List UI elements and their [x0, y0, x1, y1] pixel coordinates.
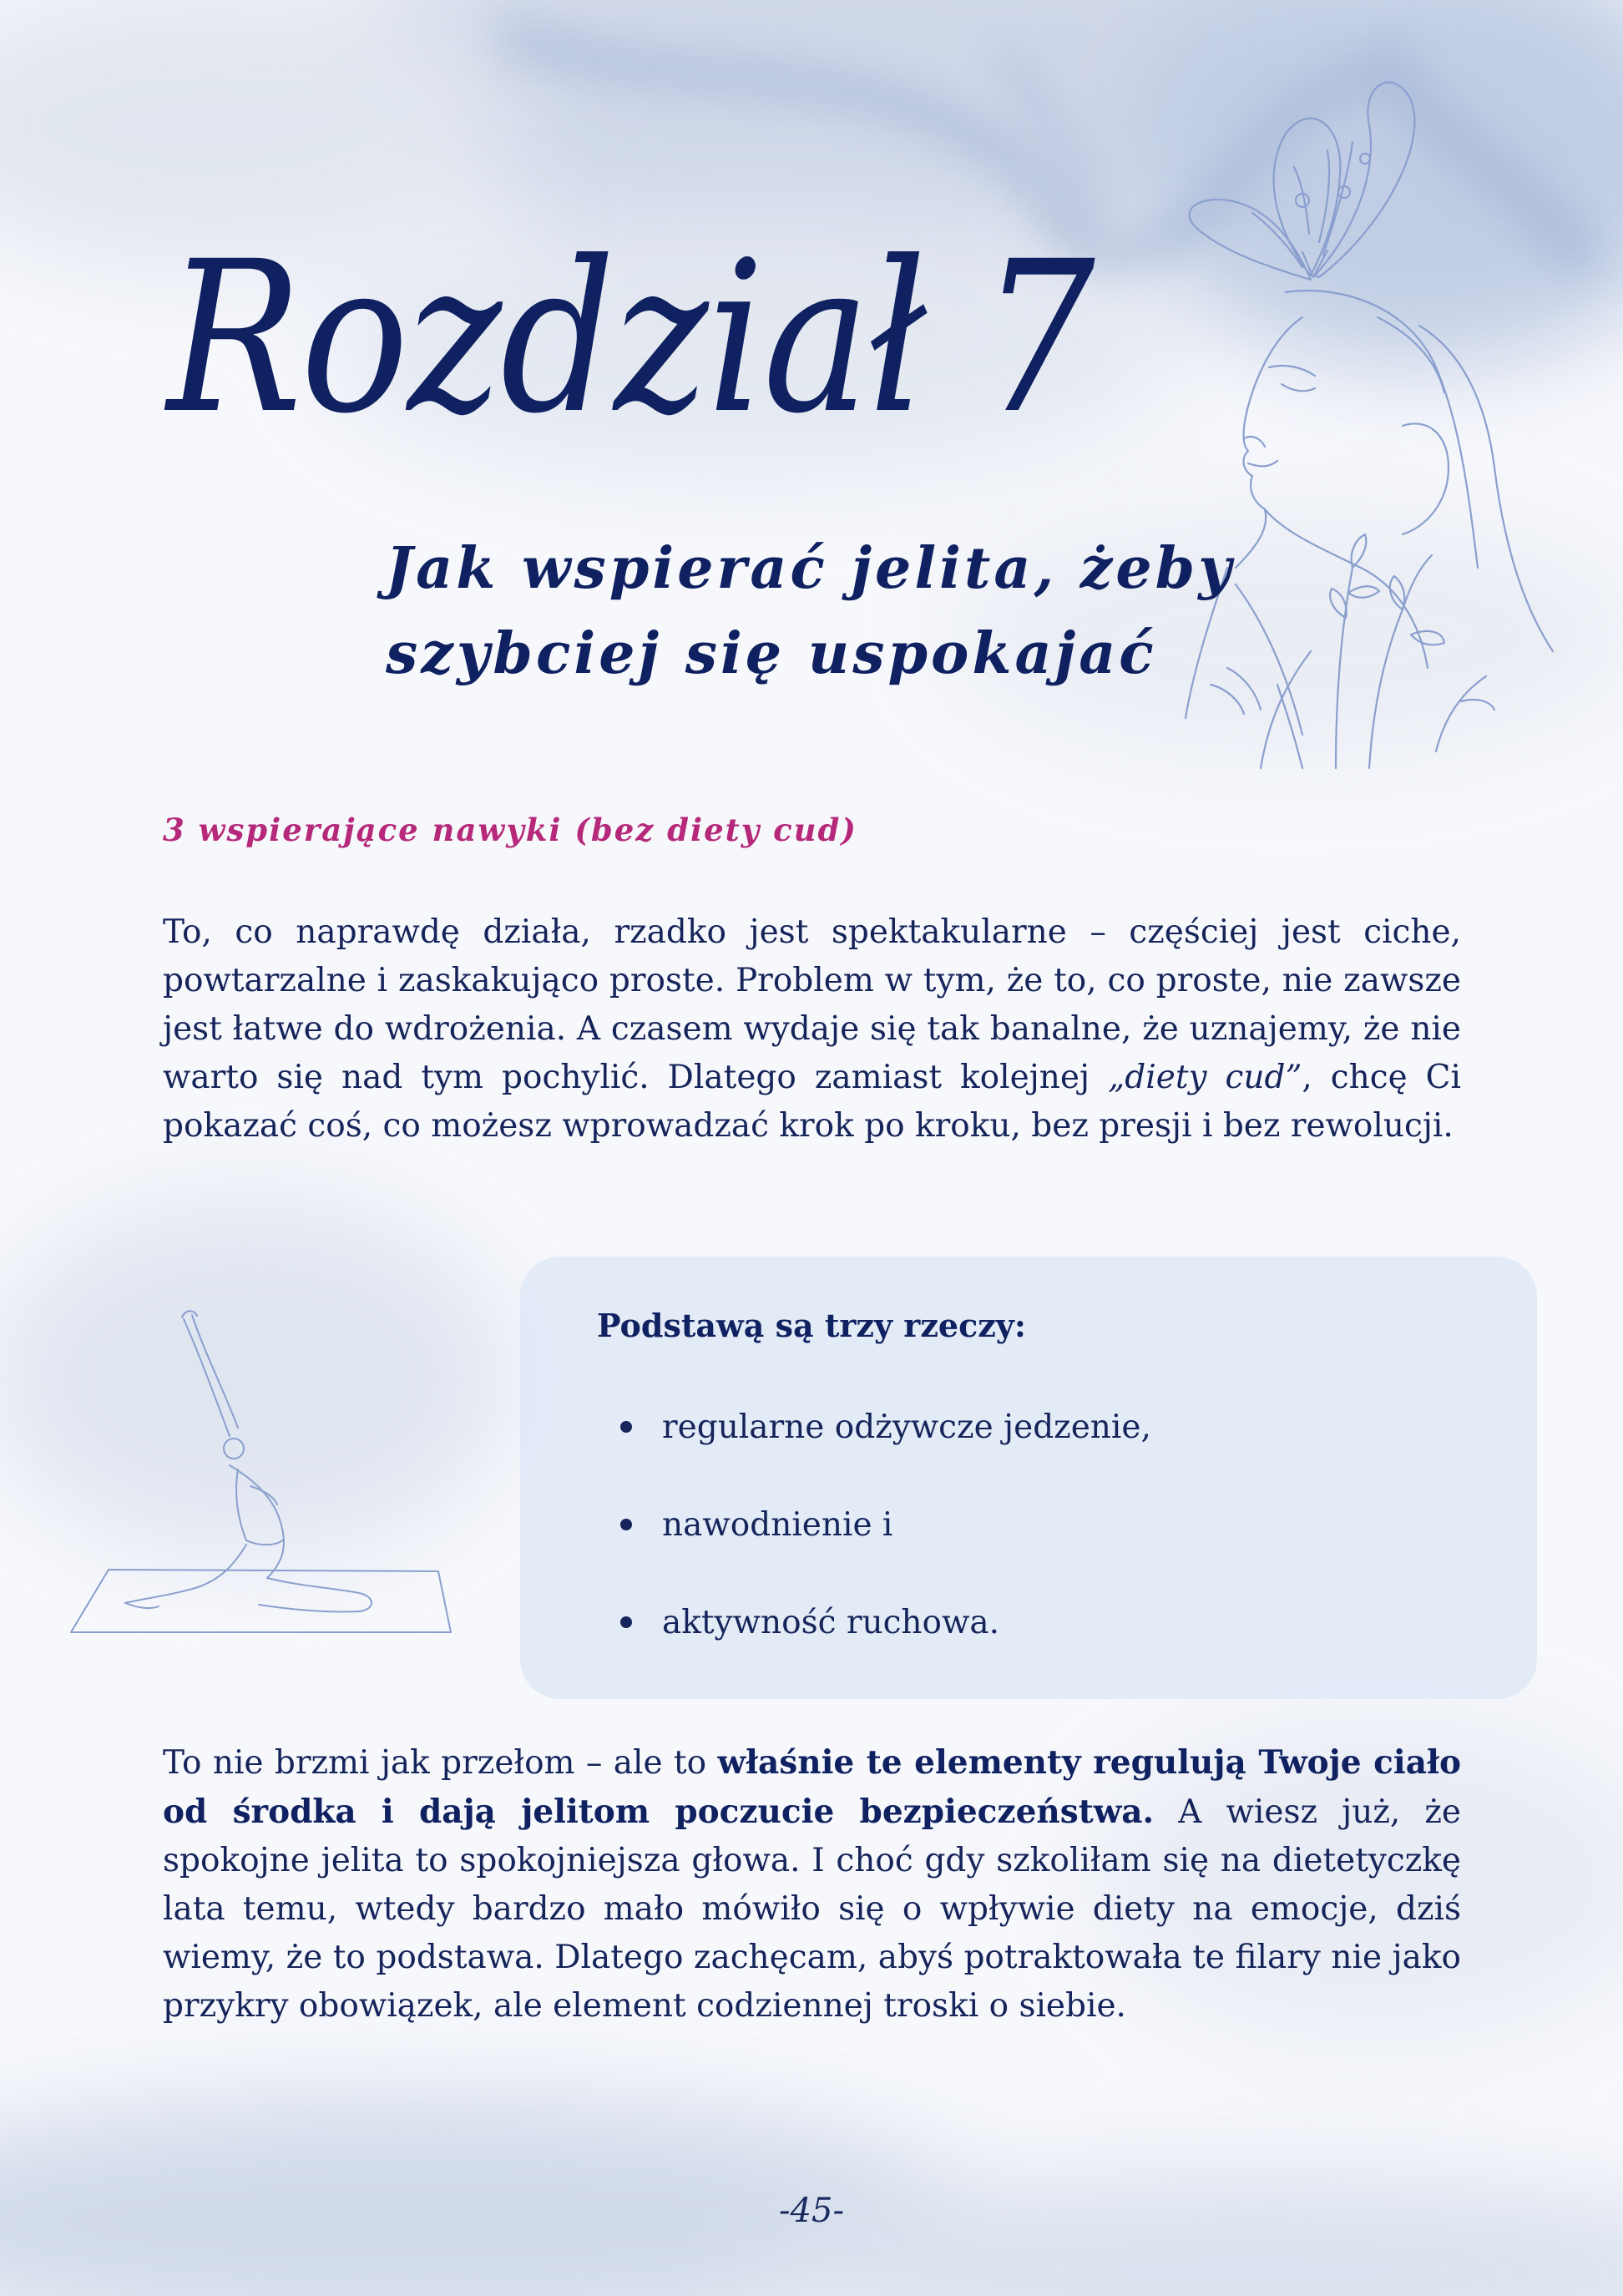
yoga-pose-line-art	[58, 1277, 493, 1653]
list-item-text: nawodnienie i	[662, 1506, 893, 1544]
list-item	[620, 1488, 1151, 1585]
closing-paragraph	[163, 1738, 1461, 2030]
bullet-icon	[620, 1421, 632, 1433]
list-item	[620, 1390, 1151, 1488]
page-number: -45-	[779, 2192, 844, 2230]
chapter-title: Rozdział 7	[167, 216, 1095, 459]
list-item-text: aktywność ruchowa.	[662, 1604, 1000, 1641]
info-list	[620, 1390, 1151, 1683]
bullet-icon	[620, 1519, 632, 1530]
info-box	[520, 1257, 1537, 1699]
chapter-subtitle: Jak wspierać jelita, żeby szybciej się uspokajać	[386, 535, 1235, 687]
section-heading: 3 wspierające nawyki (bez diety cud)	[163, 812, 857, 848]
list-item	[620, 1585, 1151, 1683]
intro-paragraph-text-1: To, co naprawdę działa, rzadko jest spektakularne – częściej jest ciche, powtarzalne i zaskakująco proste. Problem w tym, że to, co proste, nie zawsze jest łatwe do wdrożenia. A czasem wydaje się tak banalne, że uznajemy, że nie warto się nad tym pochylić. Dlatego zamiast kolejnej	[163, 913, 1461, 1096]
intro-paragraph	[163, 908, 1461, 1151]
closing-paragraph-text-2: A wiesz już, że spokojne jelita to spokojniejsza głowa. I choć gdy szkoliłam się na dietetyczkę lata temu, wtedy bardzo mało mówiło się o wpływie diety na emocje, dziś wiemy, że to podstawa. Dlatego zachęcam, abyś potraktowała te filary nie jako przykry obowiązek, ale element codziennej troski o siebie.	[163, 1793, 1461, 2025]
list-item-text: regularne odżywcze jedzenie,	[662, 1408, 1151, 1446]
closing-paragraph-bold: właśnie te elementy regulują Twoje ciało od środka i dają jelitom poczucie bezpieczeństwa.	[163, 1743, 1461, 1831]
bullet-icon	[620, 1616, 632, 1628]
intro-paragraph-text-2: , chcę Ci pokazać coś, co możesz wprowadzać krok po kroku, bez presji i bez rewolucji.	[163, 1059, 1461, 1145]
intro-paragraph-emphasis: „diety cud”	[1108, 1059, 1302, 1096]
closing-paragraph-text-1: To nie brzmi jak przełom – ale to	[163, 1744, 718, 1782]
info-box-title: Podstawą są trzy rzeczy:	[597, 1307, 1026, 1344]
